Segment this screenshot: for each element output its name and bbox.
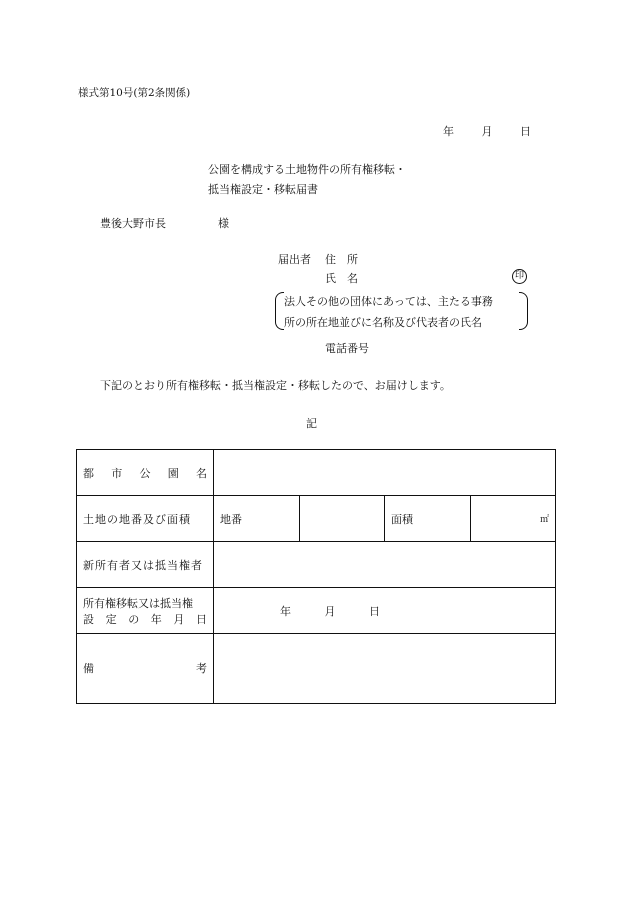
ki-heading: 記 [306, 417, 317, 430]
date-year-label: 年 [443, 125, 454, 138]
phone-label: 電話番号 [325, 342, 369, 355]
name-label: 氏 名 [325, 272, 358, 285]
table-row-remarks [77, 634, 556, 704]
label-char: 園 [167, 466, 179, 480]
area-label: 面積 [385, 496, 471, 542]
transfer-date-label [77, 588, 214, 634]
body-text: 下記のとおり所有権移転・抵当権設定・移転したので、お届けします。 [100, 379, 451, 392]
addressee-honorific: 様 [218, 217, 229, 230]
lot-number-field[interactable] [299, 496, 385, 542]
document-title-line2: 抵当権設定・移転届書 [208, 183, 318, 196]
form-number: 様式第10号(第2条関係) [78, 87, 191, 99]
date-month-label: 月 [481, 125, 493, 138]
notifier-label: 届出者 [278, 253, 311, 266]
table-row-park-name [77, 450, 556, 496]
land-label: 土地の地番及び面積 [77, 496, 214, 542]
park-name-field[interactable] [214, 450, 556, 496]
label-char: 年 [150, 612, 162, 626]
label-char: 都 [83, 466, 94, 480]
addressee-name: 豊後大野市長 [100, 217, 166, 230]
remarks-field[interactable] [214, 634, 556, 704]
label-char: の [128, 612, 140, 626]
area-unit: ㎡ [539, 515, 549, 525]
notification-table [76, 449, 556, 704]
corporate-note-line2: 所の所在地並びに名称及び代表者の氏名 [284, 316, 482, 329]
table-row-transfer-date [77, 588, 556, 634]
bracket-right [519, 292, 528, 330]
transfer-date-field[interactable] [214, 588, 556, 634]
label-char: 考 [196, 662, 207, 675]
address-label: 住 所 [325, 253, 358, 266]
label-char: 月 [173, 612, 185, 626]
date-day-label: 日 [520, 125, 531, 138]
new-owner-field[interactable] [214, 542, 556, 588]
table-row-land [77, 496, 556, 542]
label-char: 名 [196, 466, 207, 480]
corporate-note-line1: 法人その他の団体にあっては、主たる事務 [284, 295, 493, 308]
transfer-day-label: 日 [369, 604, 380, 618]
label-char: 設 [83, 612, 94, 626]
label-char: 定 [105, 612, 117, 626]
bracket-left [275, 292, 284, 330]
remarks-label [77, 634, 214, 704]
transfer-month-label: 月 [324, 604, 336, 618]
transfer-year-label: 年 [280, 604, 291, 618]
label-char: 市 [111, 466, 123, 480]
seal-mark: 印 [512, 269, 527, 284]
submission-date [443, 123, 555, 139]
new-owner-label: 新所有者又は抵当権者 [77, 542, 214, 588]
transfer-label-line1: 所有権移転又は抵当権 [83, 596, 193, 610]
label-char: 公 [139, 466, 151, 480]
label-char: 備 [83, 662, 94, 675]
park-name-label [77, 450, 214, 496]
document-title-line1: 公園を構成する土地物件の所有権移転・ [208, 163, 406, 176]
area-field[interactable] [470, 496, 556, 542]
lot-number-label: 地番 [214, 496, 300, 542]
label-char: 日 [195, 612, 207, 626]
table-row-new-owner [77, 542, 556, 588]
